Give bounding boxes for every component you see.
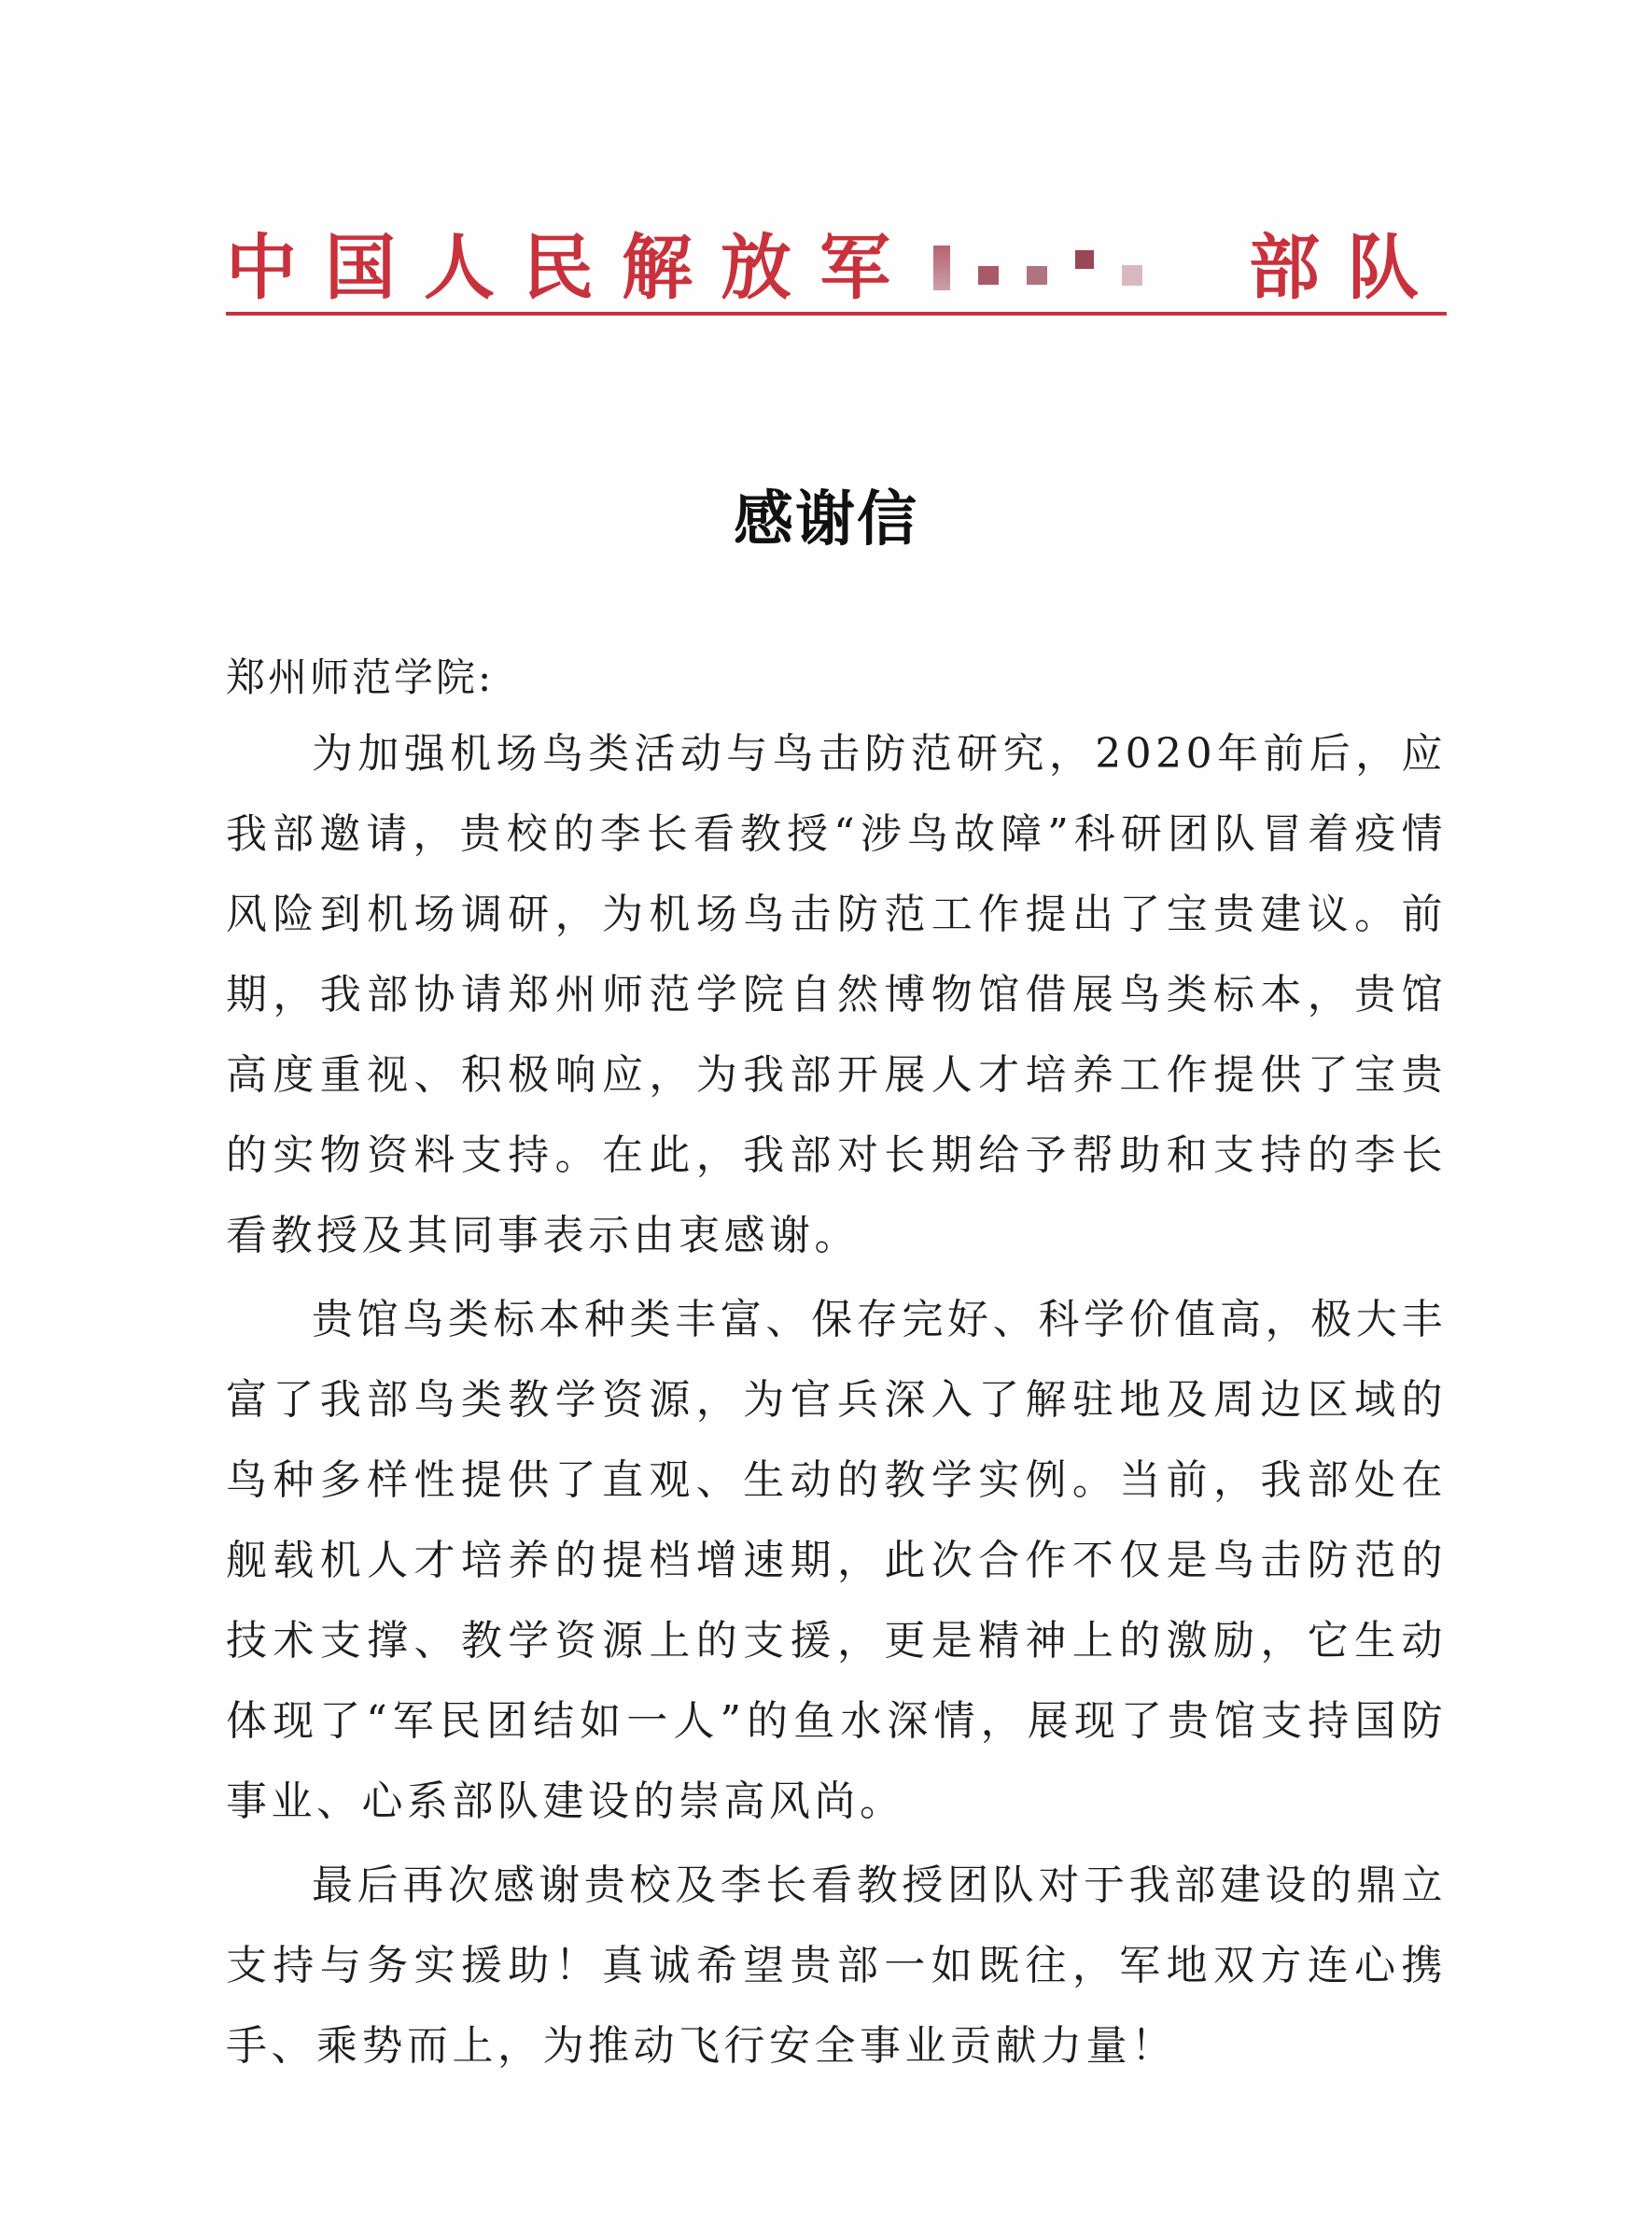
letterhead-org-suffix: 部队 bbox=[1249, 226, 1447, 309]
redaction-mark bbox=[1027, 266, 1047, 285]
redaction-mark bbox=[978, 266, 999, 285]
redaction-mark bbox=[1075, 250, 1094, 269]
letterhead-rule bbox=[226, 312, 1447, 316]
letterhead bbox=[226, 217, 1447, 319]
letterhead-unit-redacted bbox=[933, 231, 1170, 305]
letter-title: 感谢信 bbox=[734, 485, 918, 555]
body-paragraph: 贵馆鸟类标本种类丰富、保存完好、科学价值高，极大丰富了我部鸟类教学资源，为官兵深入了解驻地及周边区域的鸟种多样性提供了直观、生动的教学实例。当前，我部处在舰载机人才培养的提档增速期，此次合作不仅是鸟击防范的技术支撑、教学资源上的支援，更是精神上的激励，它生动体现了“军民团结如一人”的鱼水深情，展现了贵馆支持国防事业、心系部队建设的崇高风尚。 bbox=[226, 1296, 1447, 1825]
redaction-mark bbox=[1122, 265, 1142, 286]
letterhead-org-prefix: 中国人民解放军 bbox=[226, 226, 918, 309]
body-paragraph: 最后再次感谢贵校及李长看教授团队对于我部建设的鼎立支持与务实援助！真诚希望贵部一如既往，军地双方连心携手、乘势而上，为推动飞行安全事业贡献力量！ bbox=[226, 1862, 1447, 2070]
letter-body bbox=[226, 714, 1447, 2090]
body-paragraph: 为加强机场鸟类活动与鸟击防范研究，2020年前后，应我部邀请，贵校的李长看教授“涉鸟故障”科研团队冒着疫情风险到机场调研，为机场鸟击防范工作提出了宝贵建议。前期，我部协请郑州师范学院自然博物馆借展鸟类标本，贵馆高度重视、积极响应，为我部开展人才培养工作提供了宝贵的实物资料支持。在此，我部对长期给予帮助和支持的李长看教授及其同事表示由衷感谢。 bbox=[226, 730, 1447, 1259]
redaction-mark bbox=[933, 246, 950, 290]
salutation: 郑州师范学院: bbox=[226, 654, 495, 700]
